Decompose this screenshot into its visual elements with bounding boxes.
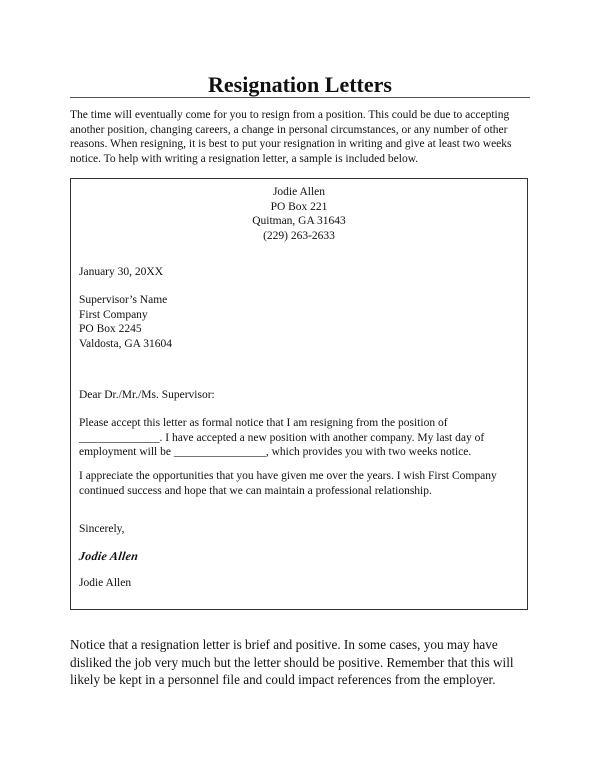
title-divider	[70, 97, 530, 98]
sender-phone: (229) 263-2633	[263, 229, 335, 242]
typed-name: Jodie Allen	[79, 577, 132, 589]
sender-address-line1: PO Box 221	[270, 200, 328, 213]
recipient-line1: Supervisor’s Name	[79, 294, 168, 306]
recipient-line3: PO Box 2245	[79, 323, 142, 335]
sender-address-line2: Quitman, GA 31643	[252, 215, 346, 227]
recipient-line4: Valdosta, GA 31604	[79, 337, 172, 350]
closing: Sincerely,	[79, 523, 125, 535]
recipient-block	[79, 293, 172, 351]
letter-paragraph-1: Please accept this letter as formal notice that I am resigning from the position of ______________. I have accepted a new position with another company. My last day of employment will be ________________, which provides you with two weeks notice.	[79, 417, 485, 458]
letter-date: January 30, 20XX	[79, 266, 163, 278]
handwritten-signature: Jodie Allen	[78, 549, 140, 563]
sample-letter-box	[70, 178, 528, 610]
closing-note: Notice that a resignation letter is brief and positive. In some cases, you may have disliked the job very much but the letter should be positive. Remember that this will likely be kept in a personnel file and could impact references from the employer.	[70, 637, 514, 687]
salutation: Dear Dr./Mr./Ms. Supervisor:	[79, 389, 215, 401]
document-title: Resignation Letters	[208, 72, 392, 97]
sender-block	[71, 185, 527, 243]
recipient-line2: First Company	[79, 308, 148, 321]
letter-paragraph-2: I appreciate the opportunities that you have given me over the years. I wish First Company continued success and hope that we can maintain a professional relationship.	[79, 470, 497, 497]
sender-name: Jodie Allen	[272, 186, 326, 198]
intro-paragraph: The time will eventually come for you to resign from a position. This could be due to accepting another position, changing careers, a change in personal circumstances, or any number of other reasons. When resigning, it is best to put your resignation in writing and give at least two weeks notice. To help with writing a resignation letter, a sample is included below.	[70, 109, 512, 165]
